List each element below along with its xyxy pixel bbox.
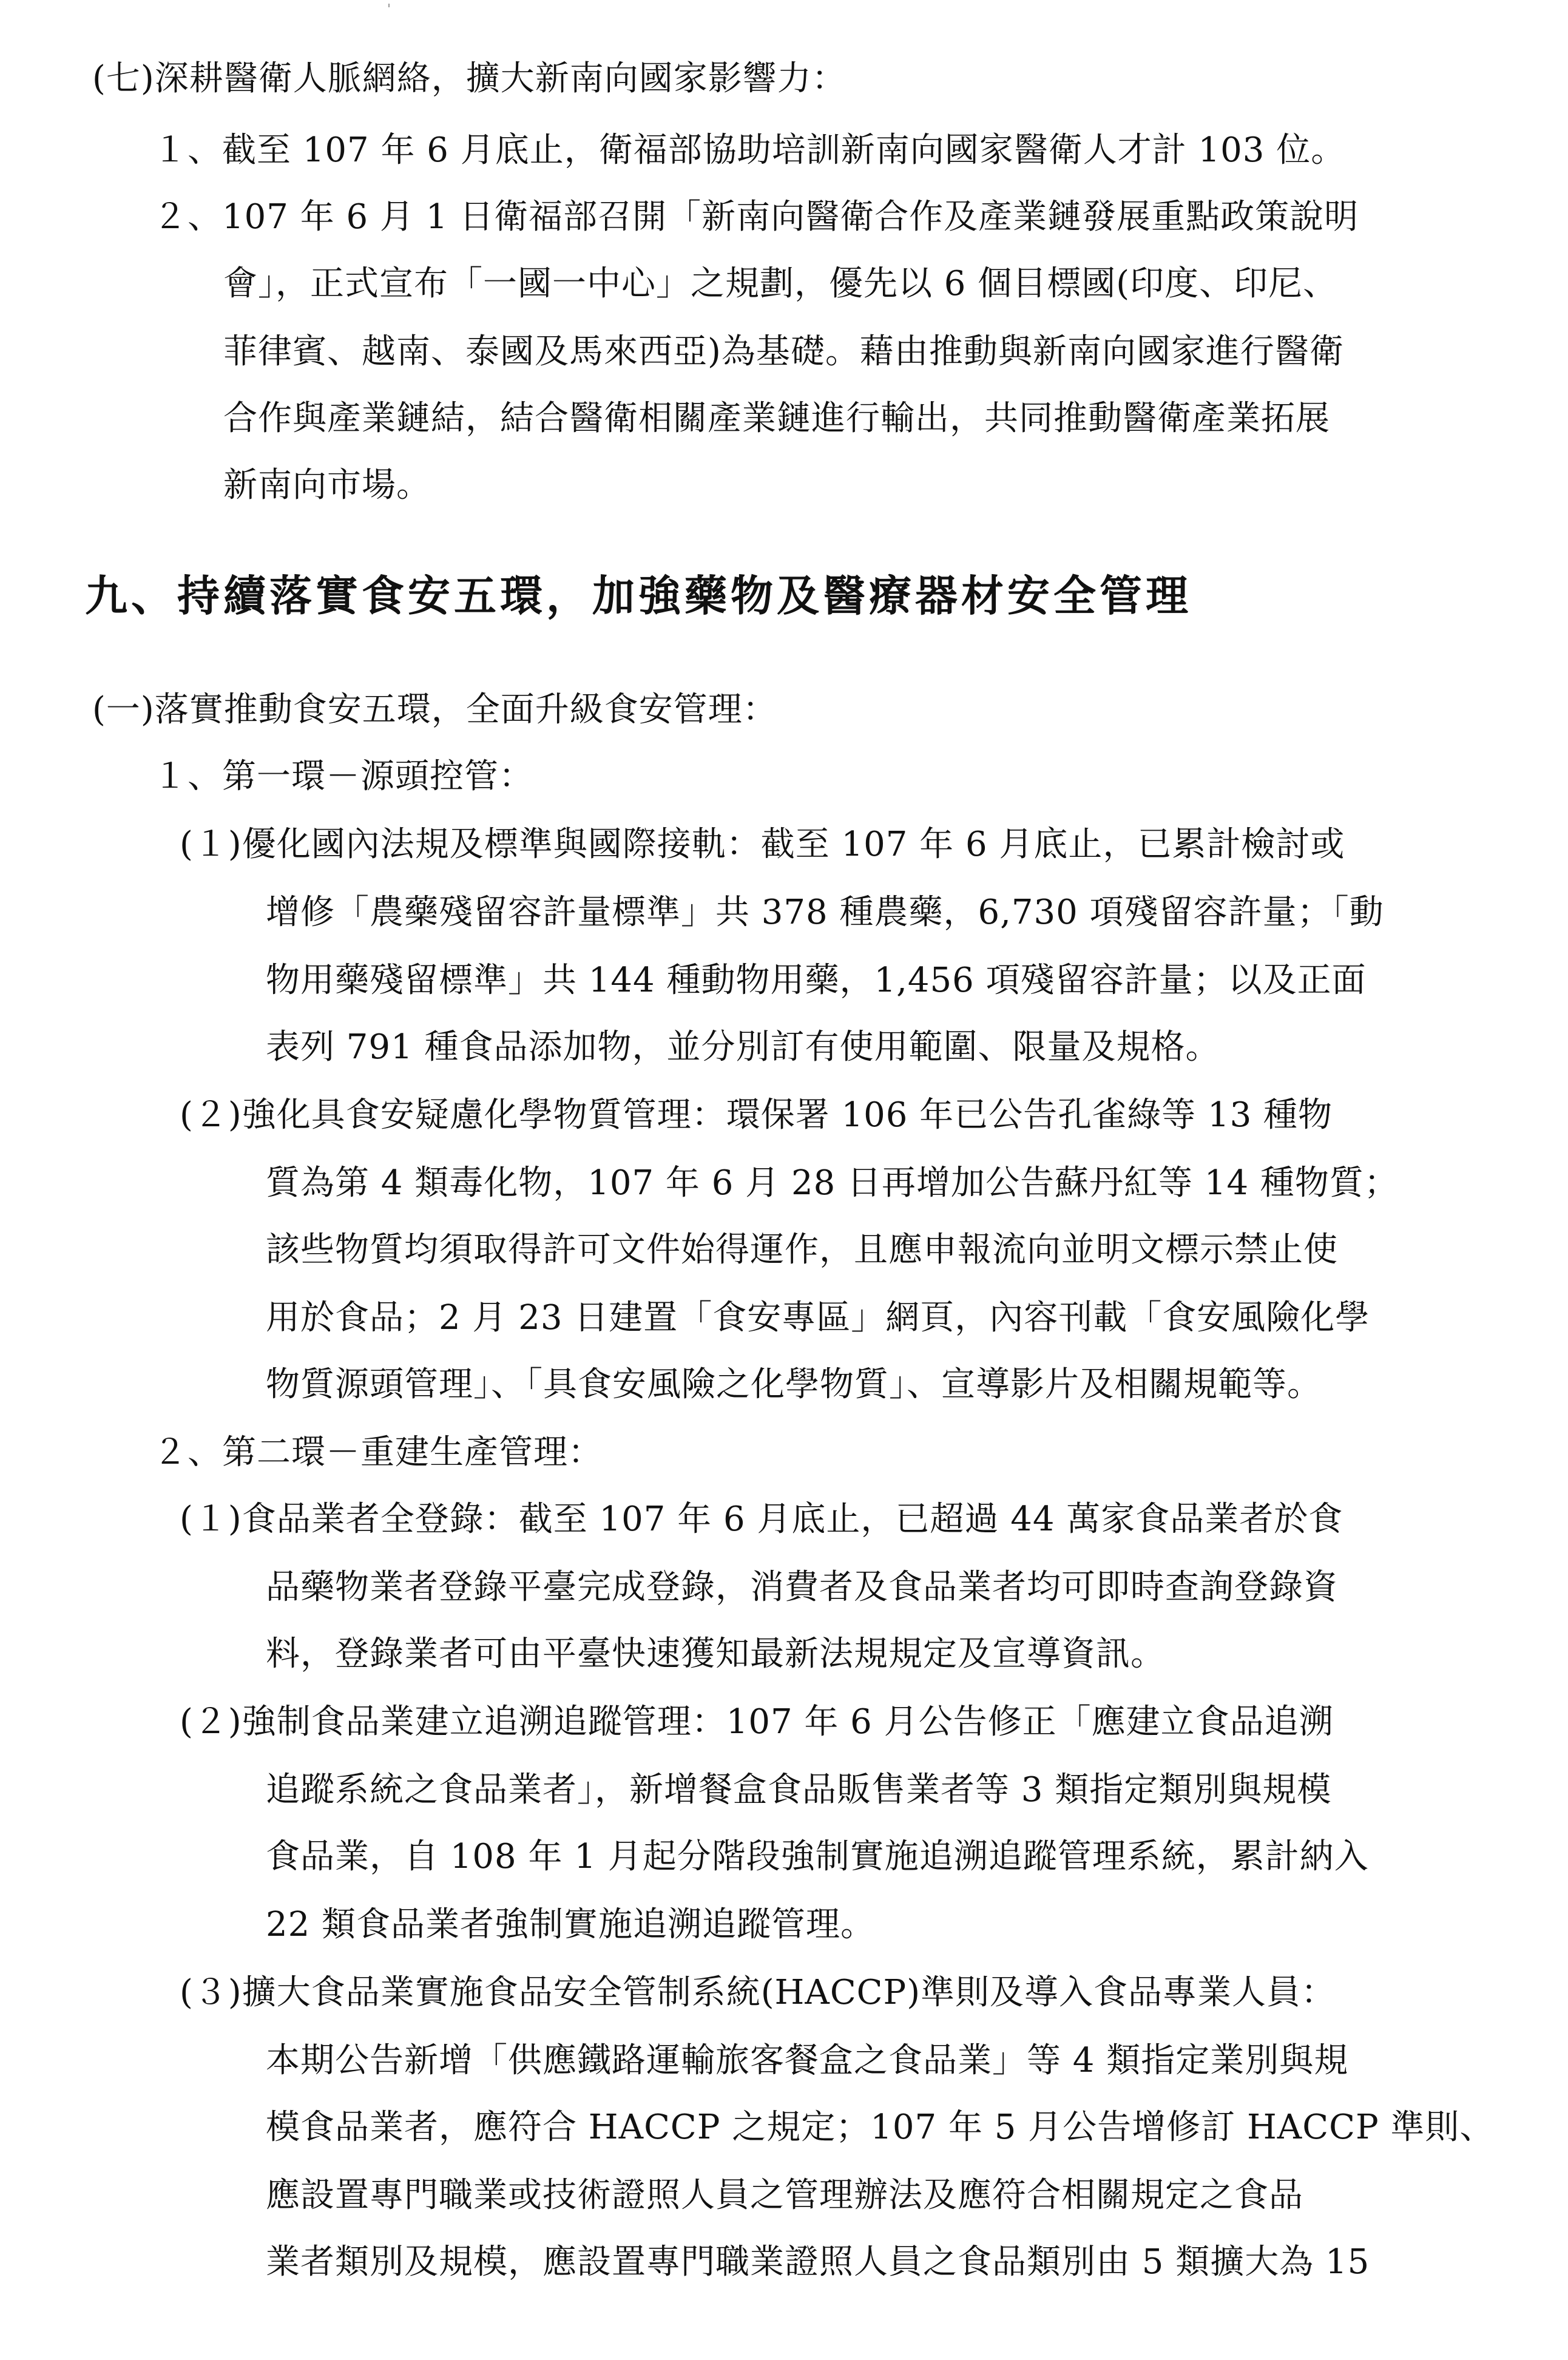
list-item-continuation: 合作與產業鏈結，結合醫衛相關產業鏈進行輸出，共同推動醫衛產業拓展 (223, 399, 1330, 438)
list-item: (１)食品業者全登錄：截至 107 年 6 月底止，已超過 44 萬家食品業者於食 (180, 1500, 1343, 1539)
chapter-heading: 九、持續落實食安五環，加強藥物及醫療器材安全管理 (85, 571, 1192, 621)
list-item-continuation: 品藥物業者登錄平臺完成登錄，消費者及食品業者均可即時查詢登錄資 (266, 1567, 1338, 1607)
list-item: (２)強化具食安疑慮化學物質管理：環保署 106 年已公告孔雀綠等 13 種物 (180, 1095, 1333, 1135)
list-item-continuation: 物用藥殘留標準」共 144 種動物用藥，1,456 項殘留容許量；以及正面 (266, 961, 1367, 1000)
list-item-continuation: 表列 791 種食品添加物，並分別訂有使用範圍、限量及規格。 (266, 1027, 1220, 1067)
list-item-continuation: 會」，正式宣布「一國一中心」之規劃，優先以 6 個目標國(印度、印尼、 (223, 264, 1338, 303)
list-item-continuation: 物質源頭管理」、「具食安風險之化學物質」、宣導影片及相關規範等。 (266, 1365, 1322, 1404)
list-item-continuation: 業者類別及規模，應設置專門職業證照人員之食品類別由 5 類擴大為 15 (266, 2242, 1370, 2282)
list-item: (３)擴大食品業實施食品安全管制系統(HACCP)準則及導入食品專業人員： (180, 1973, 1336, 2012)
list-item-continuation: 該些物質均須取得許可文件始得運作，且應申報流向並明文標示禁止使 (266, 1230, 1338, 1270)
list-item-continuation: 菲律賓、越南、泰國及馬來西亞)為基礎。藉由推動與新南向國家進行醫衛 (223, 332, 1344, 371)
list-item: (２)強制食品業建立追溯追蹤管理：107 年 6 月公告修正「應建立食品追溯 (180, 1702, 1334, 1742)
list-item-continuation: 增修「農藥殘留容許量標準」共 378 種農藥，6,730 項殘留容許量；「動 (266, 893, 1384, 932)
subsection-title: ２、第二環－重建生產管理： (153, 1433, 603, 1472)
list-item: １、截至 107 年 6 月底止，衛福部協助培訓新南向國家醫衛人才計 103 位。 (153, 130, 1346, 170)
section-title: (一)落實推動食安五環，全面升級食安管理： (92, 690, 777, 729)
list-item-continuation: 追蹤系統之食品業者」，新增餐盒食品販售業者等 3 類指定類別與規模 (266, 1770, 1332, 1810)
list-item-continuation: 新南向市場。 (223, 465, 431, 505)
scan-mark (388, 4, 390, 7)
list-item-continuation: 料，登錄業者可由平臺快速獲知最新法規規定及宣導資訊。 (266, 1634, 1165, 1674)
list-item: (１)優化國內法規及標準與國際接軌：截至 107 年 6 月底止，已累計檢討或 (180, 825, 1345, 864)
list-item-continuation: 22 類食品業者強制實施追溯追蹤管理。 (266, 1905, 876, 1944)
list-item-continuation: 應設置專門職業或技術證照人員之管理辦法及應符合相關規定之食品 (266, 2176, 1303, 2215)
list-item-continuation: 本期公告新增「供應鐵路運輸旅客餐盒之食品業」等 4 類指定業別與規 (266, 2041, 1349, 2080)
section-title: (七)深耕醫衛人脈網絡，擴大新南向國家影響力： (92, 59, 847, 98)
list-item: ２、107 年 6 月 1 日衛福部召開「新南向醫衛合作及產業鏈發展重點政策說明 (153, 197, 1359, 237)
list-item-continuation: 用於食品；2 月 23 日建置「食安專區」網頁，內容刊載「食安風險化學 (266, 1298, 1370, 1337)
list-item-continuation: 食品業，自 108 年 1 月起分階段強制實施追溯追蹤管理系統，累計納入 (266, 1837, 1369, 1876)
list-item-continuation: 質為第 4 類毒化物，107 年 6 月 28 日再增加公告蘇丹紅等 14 種物質； (266, 1163, 1399, 1203)
subsection-title: １、第一環－源頭控管： (153, 757, 533, 796)
list-item-continuation: 模食品業者，應符合 HACCP 之規定；107 年 5 月公告增修訂 HACCP 準則、 (266, 2108, 1495, 2147)
